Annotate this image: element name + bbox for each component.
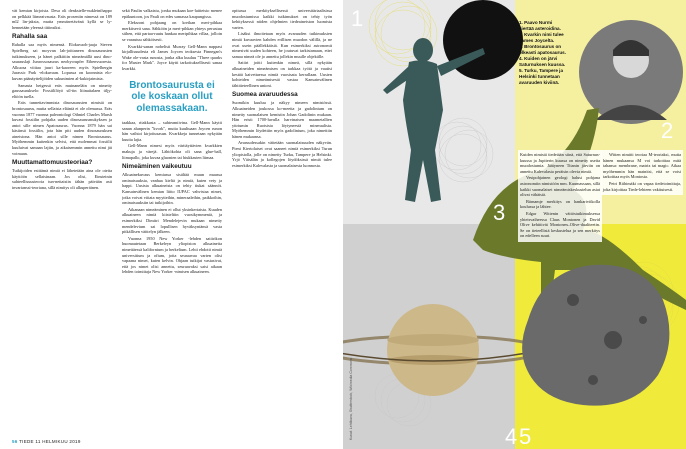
subheading-muuttamattomuusteoriaa: Muuttamattomuusteoriaa? bbox=[12, 159, 93, 167]
photo-credit: Kuvat: Lehtikuva, Shutterstock, Wikimedia Commons bbox=[349, 357, 353, 440]
paragraph: Aikanaan nimeäminen ei ollut yksinkertaista. Kuuden alkuaineen nimiä kiisteltiin vuosikymmeniä, ja esimerkiksi Dimitri Mendelejevin mukaan nimetty mendelevium sai lopullisen hyväksyntänsä vasta pitkällisen väittelyn jälkeen. bbox=[122, 206, 222, 235]
author-bio: Petri Riihimäki on vapaa tiedetoimittaja, joka kirjoittaa Tiede-lehteen vakituisesti. bbox=[603, 180, 681, 192]
text-column-right-1 bbox=[518, 150, 602, 242]
saturn-planet bbox=[343, 304, 543, 396]
paragraph: Vesipohjainen geologi halusi pohjana astronomiin nimistöön mm. Kuumassaan, sillä kaikki suomalaiset nimeämiskeskustelun asiat olivat vähäisiä. bbox=[520, 175, 600, 198]
caption-line: 4. Kuiden on järvi bbox=[519, 55, 558, 61]
subheading-suomea-avaruudessa: Suomea avaruudessa bbox=[232, 91, 298, 99]
caption-line: kiertää asteroidina. bbox=[519, 25, 561, 31]
number-label: 2 bbox=[661, 118, 675, 143]
paragraph: vät kemian kirjoista. Desa oli denkstelle-nukleinihappo on pelkkää liimeaivausta. Eräs proseniin nimessä on 189 ml2 lin-jaksia, mutta ymmärretävänä kyllä se ly-hennetään yleensä titiinsiksi. bbox=[12, 8, 112, 30]
paragraph: taakkaa, ritakkasta – suhteamiivina. Gell-Mann käytti sanan alunperin "kvork", mutta kuultuaan Joycen runon hän vaihtoi kirjoitusasun. Kvarkkeja tunnetaan nykyään kuutta lajia. bbox=[122, 120, 222, 142]
subheading-nimeaminen-vaikeutuu: Nimeäminen vaikeutuu bbox=[122, 163, 192, 171]
right-page bbox=[343, 0, 686, 449]
caption-line: 5. Turku, Tampere ja bbox=[519, 67, 563, 73]
image-caption bbox=[519, 20, 611, 86]
subheading-rahalla-saa: Rahalla saa bbox=[12, 33, 48, 41]
caption-line: Saturnuksen kuussa. bbox=[519, 61, 566, 67]
paragraph: opitussa merkityksellisessä universitäriaalisissa muodostumissa kaikki tutkimukset on tehty työn kehityksessä niiden ohjelmien tiedeaineiston luomista varten. bbox=[232, 8, 332, 30]
paragraph: Bärnamje merkitys on hankariviikolla koulussa ja lähtee. bbox=[520, 198, 600, 210]
caption-line: 1. Paavo Nurmi bbox=[519, 20, 553, 25]
paragraph: Satiiri joitti kuitenkin nimeä, sillä nykyään alkuaineiden nimeämisen on tarkkaa työtä ja vaatisi kestää kaivettaessa nimiä vuosisata kerrallaan. Uusien kohteiden nimeämisestä vastaa Kansainvälinen tähtitieteellinen unioni. bbox=[232, 60, 332, 88]
paragraph: Rahalla saa myös nimensä. Elokuvaoh-jaaja Steven Spielberg sai moyvan lah-joittaneen dinosaurusten tutkimukseen, ja hänet palkittiin nimeämällä uusi dino-saurauslaji Junrossosaurus neobycrupfer Eibenvuoresta. Alkuosa viittaa juuri ka-kaoreen myös Spielbergin Jurassic Park -elokuvaan. Lopussa on koonnista elo-kuvan päänäyttelijöiden sukunimien al-kukirjaimista. bbox=[12, 42, 112, 81]
caption-line: avaruuden kiviinä. bbox=[519, 79, 560, 85]
paragraph: Alkuainekuvaus kemiassa sisältää muun muassa ominaisuuksia, vanhaa kieltä ja nimiä, kuten vety ja happi. Uusista alkuaineista on tehty tiukat säännöt. Kansainvälinen kemian liitto IUPAC vahvistaa nimet, jotka voivat viitata myytteihin, mineraaleihin, paikkoihin, ominaisuuksiin tai tutkijoihin. bbox=[122, 172, 222, 206]
caption-line: olkeasti apatosaurus. bbox=[519, 49, 566, 55]
folio-text: TIEDE 11 HELMIKUU 2019 bbox=[19, 439, 81, 444]
caption-line: Helsinki tunnetaan bbox=[519, 73, 560, 79]
folio bbox=[12, 439, 81, 444]
caption-line: 3. Brontosaurus on bbox=[519, 43, 562, 49]
number-label: 4 bbox=[505, 424, 519, 449]
paragraph: Samasta heigessä eräs muinaneläin on nimetty gaussaurukselo: Fossiililöyö sil-tin liiinaitalaen tiljy- eltöön tuella. bbox=[12, 82, 112, 99]
number-label: 3 bbox=[493, 200, 507, 225]
text-column-2 bbox=[122, 8, 222, 423]
text-column-right-2 bbox=[601, 150, 683, 195]
text-column-1 bbox=[12, 8, 112, 423]
text-column-3 bbox=[232, 8, 332, 423]
paragraph: Suomikin kuuluu ja näkyy nimeen nimistössä. Alkuaineiden joukossa ko-meetta ja gadolinium on nimetty suomalaisen kemistin Johan Gadolinin mukaan. Hän eristi 1700-luvulla harvinaisen maametallien yttriumin Ruotsista löytyneestä mineraalista. Myöhemmin löydettiin myös gadolinium, joka nimettiin hänen mukaansa. bbox=[232, 100, 332, 139]
paragraph: Eräs tunnettavimmista dinosaurusten nimistä on brontosaurus, mutta sellaista eläintä ei ole olemassa. Eräs vuonna 1877 vuonna paleontologi Othniel Charles Marsh kuvasi fossiilin pohjalta uuden dinosaurusmukyksen ja antoi sille nimen Apatosaurus. Vuonna 1879 hän sai käsiinsä fossiilin, jota hän piti uuden dinosauruksen aineistona. Hän antoi sille nimen Brontosaurus. Myöhemmin kuitenkin selvisi, että molemmat fossiilit kuuluivat samaan lajiin, ja aikaisemmin annettu nimi jäi voimaan. bbox=[12, 100, 112, 156]
caption-line: 2. Kvarkin nimi tulee bbox=[519, 31, 564, 37]
number-label: 5 bbox=[519, 424, 533, 449]
paragraph: Kuiden nimistä tiedetään siinä, että Saturnus-kuussa ja Jupiterin kuussa on nimetty useita muodostumia. Jäätyneen Titanin järviin on annettu Kalevalasta peräisin olevia nimiä. bbox=[520, 152, 600, 174]
pull-quote: Brontosaurusta ei ole koskaan ollut olemassakaan. bbox=[129, 79, 215, 114]
caption-line: James Joycelta. bbox=[519, 37, 555, 43]
paragraph: Kvarkki-sanan nobelisti Murray Gell-Mann nappasi kirjallisuudesta eli James Joycen teoksesta Finnegan's Wake ole-vasta runosta, jonka alku kuuluu "Three quarks for Muster Mark". Joyce käytti tarkoituksellisesti sanaa kvarkki. bbox=[122, 43, 222, 71]
number-label: 1 bbox=[351, 6, 365, 31]
paragraph: Edgar Wittenin väitöstutkimuksessa yhteisvaiheessa Claus Montonen ja David Olive kehittivät Montonen–Olive-dualiteetin. Se on tieteellistä keskustelua ja sen merkitys on edelleen suuri. bbox=[520, 210, 600, 239]
page-number: 56 bbox=[12, 439, 18, 444]
paragraph: Vuonna 1950 New Yorker -lehden satiirikon huomautetaan Berkeleyn yliopiston alkuaineita nimettäessä kalifornium ja berkelium. Lehti ehdotti nimiä universitium ja ofium, jotta seuraavaa varten olisi vapaana nimet, kuten kelvin. Ohjaan tutkijat vastasivat, että jos nimet olisi annettu, seuraavaksi saisi aikaan lehden toimittaja New Yorker -nimisen alkuaineen. bbox=[122, 235, 222, 275]
paragraph: Witten nimitti teoriaa M-teoriaksi, mutta hänen mukaansa M voi tarkoittaa mitä tahansa: membrane, matrix tai magic. Aikaa myöhemmin hän mainitsi, että se voisi tarkoittaa myös Montosta. bbox=[603, 152, 681, 180]
paragraph: sekä Paulin valkaistu, jonka mukaan koe-laitteisto menee epäkuntoon, jos Pauli on edes samassa kaupungissa. bbox=[122, 8, 222, 19]
paragraph: Gell-Mann nimesi myös väritäyttävien kvarkkien makuja ja värejä. Lähtökohta oli sana glue-ball, liimapallo, joka kuvaa gluonien tai hiukkasten liimaa. bbox=[122, 143, 222, 160]
paragraph: Lisäksi ilmoitetaan myös avaruuden tutkimuksien nimiä kuvaavien kahden erillisen muodon välillä, ja ne ovat usein päällekkäisiä. Kun esimerkiksi astronomit nimesivät uuden kohteen, he joutuvat tarkistamaan, ettei samaa nimeä ole jo annettu jollekin muulle objektille. bbox=[232, 31, 332, 59]
illustration-art bbox=[343, 0, 686, 449]
paragraph: Avaruudessakin väitetään suomalaisuuden näkyvän. Pieni Kiertolaiset ovat saaneet nimiä esimerkiksi Turun yliopistolla, jolle on nimetty Turku, Tampere ja Helsinki. Yrjö Väisälän ja kollegojen löydöksissä nimiä tulee esimerkiksi Kalevalasta ja suomalaisesta luonnosta. bbox=[232, 140, 332, 168]
paragraph: Tutkijoiden esittämä nimiä ei lähetetään aina ole oteita käyttöön sellaisinaan. Jos olisi, Einsteinin suhteellisuusteoria tun-nettaisiin tähän päivään asti invarianssi-teoriana, sillä nimitys oli alkuperäinen. bbox=[12, 168, 112, 191]
paragraph: Eleksroni pohjaang on kreikan meri-pihkaa merkitsevä sana. Sähköön ja meri-pihkan yhteys perustuu siihen, että partaa-ruutu hankaa meripihkaa villaa, jolloin se varautuu sähköisesti. bbox=[122, 20, 222, 42]
